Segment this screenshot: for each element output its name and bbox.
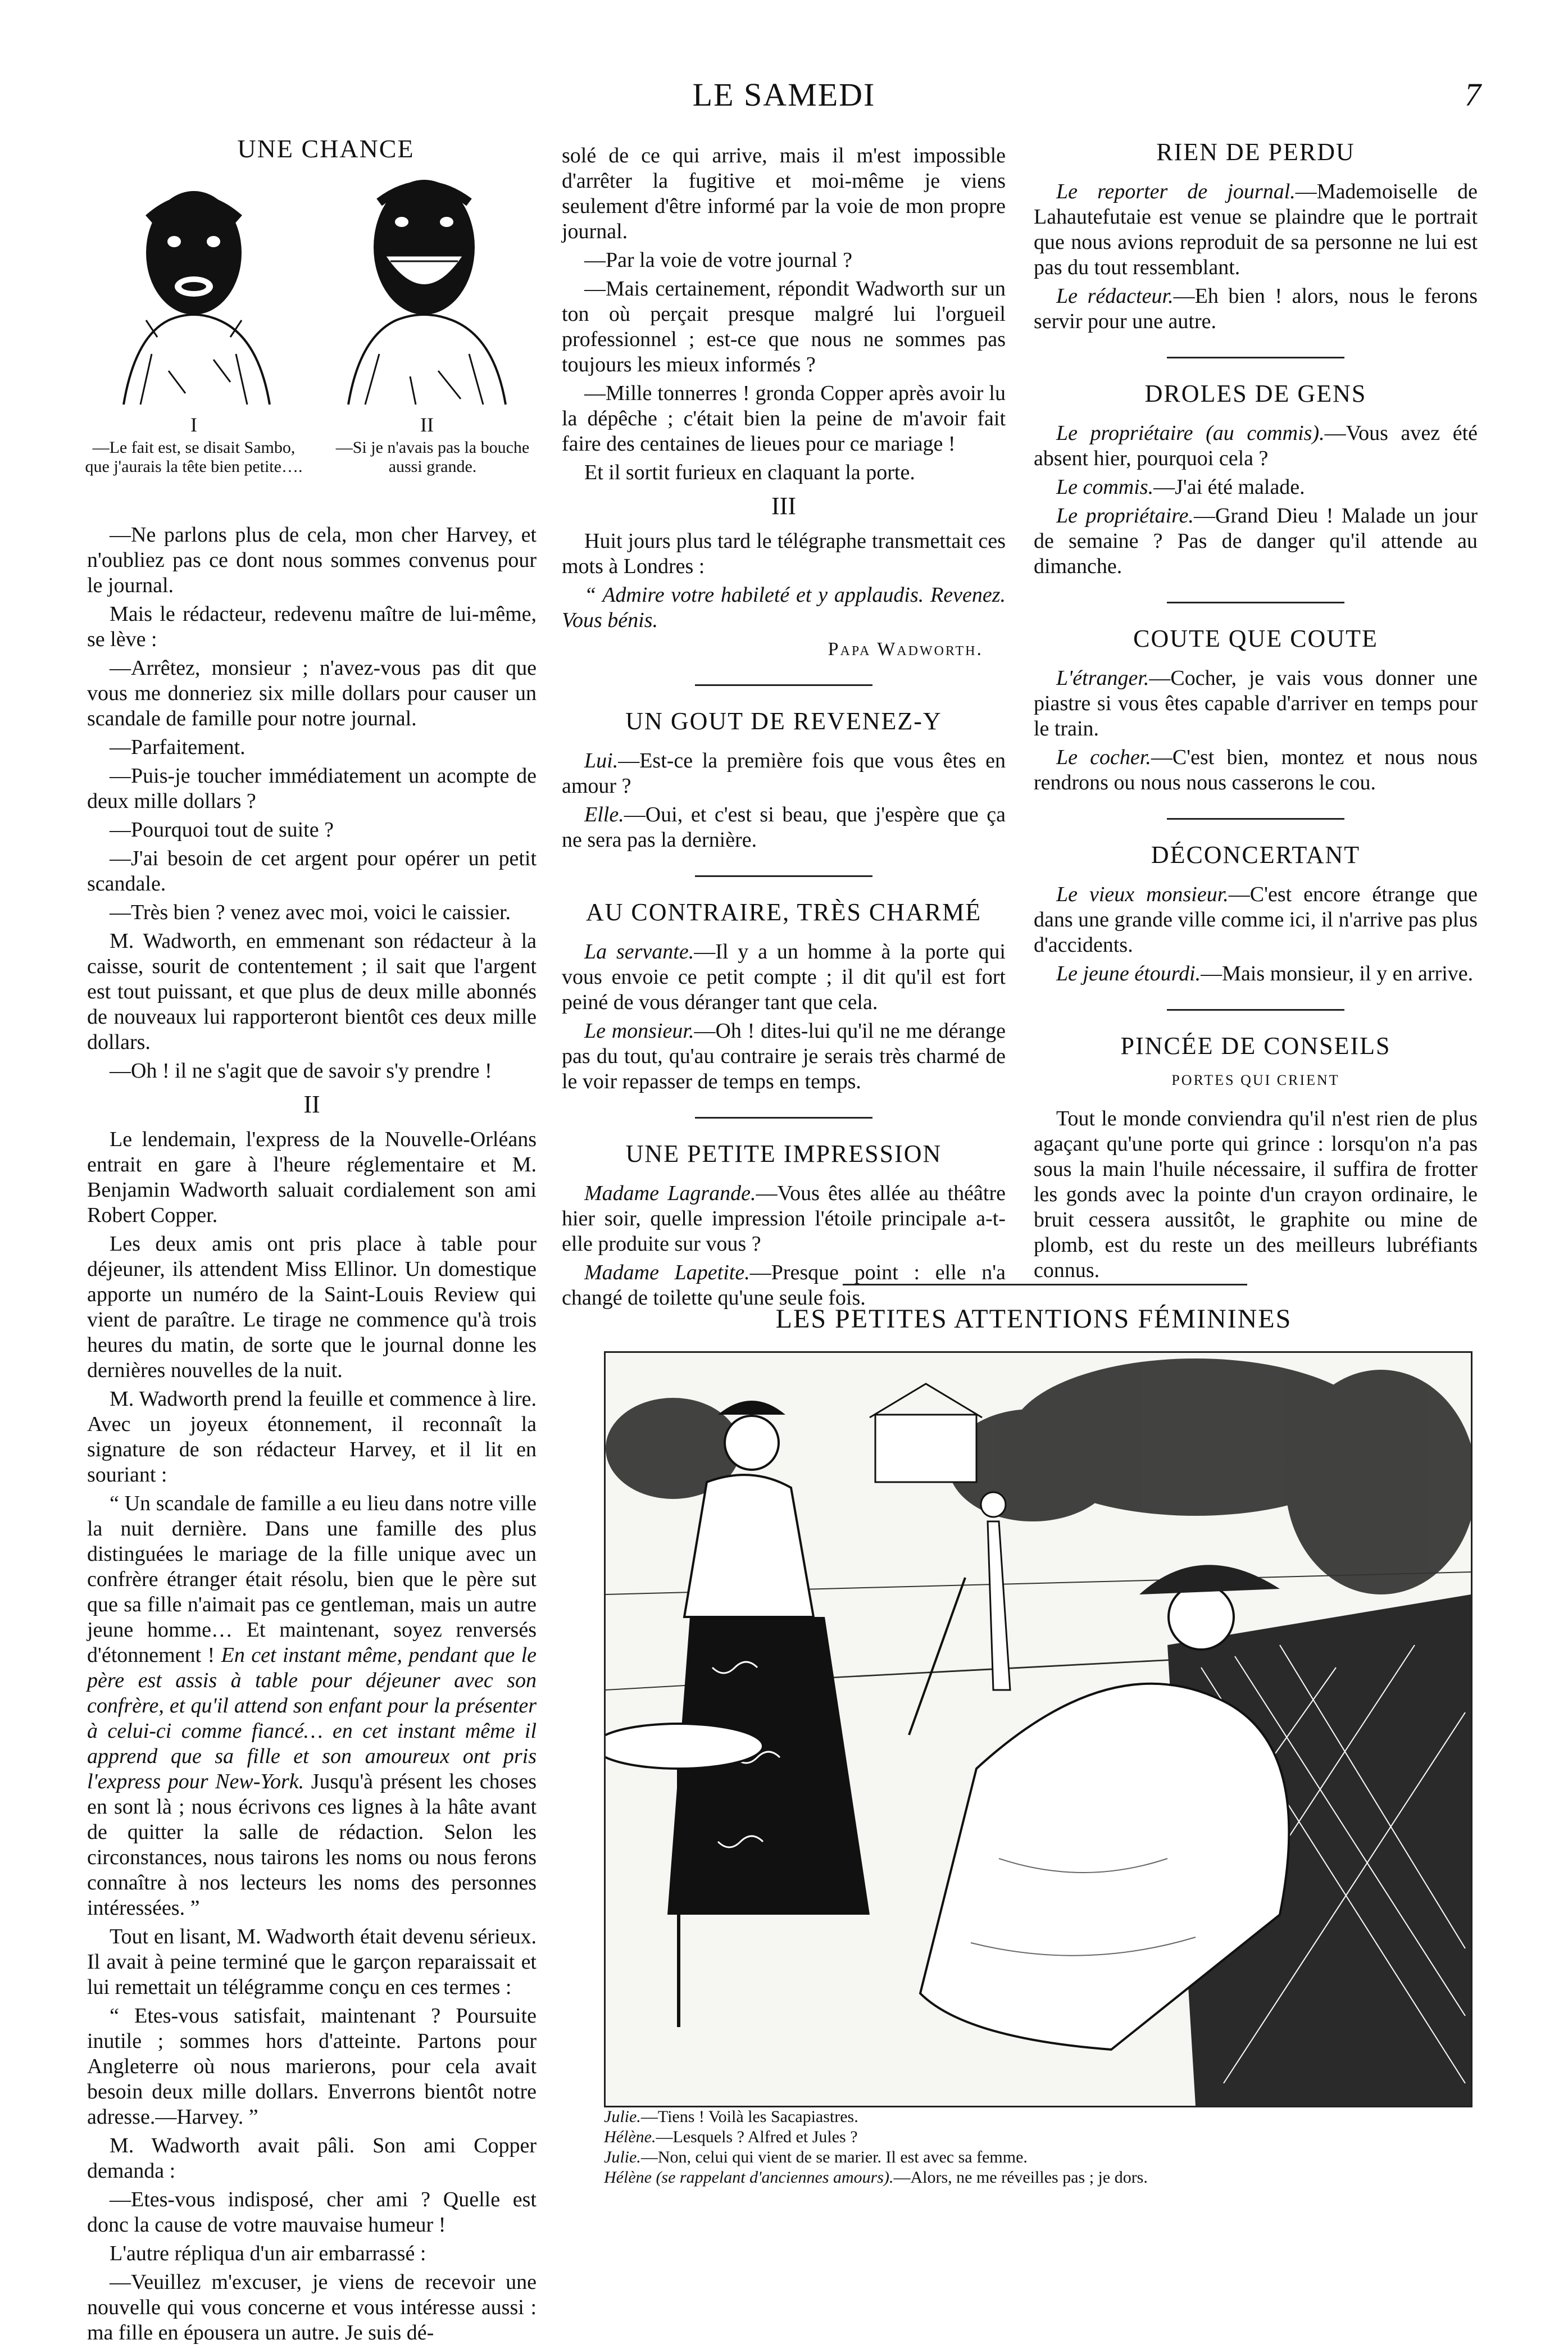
paragraph: M. Wadworth prend la feuille et commence à lire. Avec un joyeux étonnement, il reconnaît la signature de son rédacteur Harvey, et il lit en souriant : <box>87 1387 537 1487</box>
dialogue: —Oh ! dites-lui qu'il ne me dérange pas du tout, qu'au contraire je serais très charmé de le voir repasser de temps en temps. <box>562 1019 1006 1093</box>
speaker: Madame Lapetite. <box>584 1261 750 1284</box>
caption-line: Julie.—Non, celui qui vient de se marier. Il est avec sa femme. <box>604 2148 1028 2166</box>
divider <box>1167 818 1344 820</box>
divider <box>695 684 872 686</box>
dialogue: —Est-ce la première fois que vous êtes en amour ? <box>562 749 1006 798</box>
paragraph: Et il sortit furieux en claquant la porte. <box>584 461 915 484</box>
speaker: Le propriétaire (au commis). <box>1056 421 1325 445</box>
paragraph: —Mais certainement, répondit Wadworth sur un ton où perçait presque malgré lui l'orgueil professionnel ; est-ce que nous ne sommes pas toujours les mieux informés ? <box>562 277 1006 376</box>
dialogue: —Mais monsieur, il y en arrive. <box>1201 962 1474 985</box>
divider <box>695 1117 872 1119</box>
dialogue: —Mademoiselle de Lahautefutaie est venue se plaindre que le portrait que nous avions reproduit de sa personne ne lui est pas du tout ressemblant. <box>1034 180 1478 279</box>
dialogue: —Vous avez été absent hier, pourquoi cela ? <box>1034 421 1478 470</box>
caption-line: Hélène (se rappelant d'anciennes amours).—Alors, ne me réveilles pas ; je dors. <box>604 2168 1148 2187</box>
speaker: Le commis. <box>1056 475 1154 499</box>
cartoon-one-numeral: I <box>190 414 197 436</box>
dialogue: —C'est encore étrange que dans une grande ville comme ici, il n'arrive pas plus d'accidents. <box>1034 883 1478 957</box>
telegram: “ Etes-vous satisfait, maintenant ? Poursuite inutile ; sommes hors d'atteinte. Partons pour Angleterre où nous marierons, pour cela avait besoin deux mille dollars. Enverrons bientôt notre adresse.—Harvey. ” <box>87 2004 537 2129</box>
paragraph: —Pourquoi tout de suite ? <box>110 818 334 842</box>
speaker: Le reporter de journal. <box>1056 180 1296 203</box>
paragraph: Les deux amis ont pris place à table pour déjeuner, ils attendent Miss Ellinor. Un domestique apporte un numéro de la Saint-Louis Review qui vient de paraître. Le tirage ne commence qu'à trois heures du matin, de sorte que le journal donne les dernières nouvelles de la nuit. <box>87 1232 537 1382</box>
divider <box>695 875 872 877</box>
paragraph: Le lendemain, l'express de la Nouvelle-Orléans entrait en gare à l'heure réglementaire et M. Benjamin Wadworth saluait cordialement son ami Robert Copper. <box>87 1128 537 1227</box>
dialogue: —Grand Dieu ! Malade un jour de semaine ? Pas de danger qu'il attende au dimanche. <box>1034 504 1478 578</box>
divider <box>1167 602 1344 603</box>
speaker: Le jeune étourdi. <box>1056 962 1201 985</box>
paragraph: L'autre répliqua d'un air embarrassé : <box>110 2242 426 2265</box>
paragraph: Tout le monde conviendra qu'il n'est rien de plus agaçant qu'une porte qui grince : lorsqu'on n'a pas sous la main l'huile nécessaire, il suffira de frotter les gonds avec la pointe d'un crayon ordinaire, le bruit cessera aussitôt, le graphite ou mine de plomb, est du reste un des meilleurs lubréfiants connus. <box>1034 1107 1478 1282</box>
paragraph: Huit jours plus tard le télégraphe transmettait ces mots à Londres : <box>562 529 1006 578</box>
speaker: Madame Lagrande. <box>584 1182 756 1205</box>
paragraph: —Etes-vous indisposé, cher ami ? Quelle est donc la cause de votre mauvaise humeur ! <box>87 2188 537 2237</box>
dialogue: —Oui, et c'est si beau, que j'espère que ça ne sera pas la dernière. <box>562 803 1006 852</box>
speaker: Le vieux monsieur. <box>1056 883 1229 906</box>
cartoon-two-numeral: II <box>420 414 434 436</box>
paragraph: —Parfaitement. <box>110 735 246 759</box>
dialogue: —Il y a un homme à la porte qui vous envoie ce petit compte ; il dit qu'il est fort peiné de vous déranger tant que cela. <box>562 940 1006 1014</box>
dialogue: —Vous êtes allée au théâtre hier soir, quelle impression l'étoile principale a-t-elle produite sur vous ? <box>562 1182 1006 1256</box>
page-header <box>0 0 1568 135</box>
speaker: Le rédacteur. <box>1056 284 1174 308</box>
dialogue: —Presque point : elle n'a changé de toilette qu'une seule fois. <box>562 1261 1006 1310</box>
heading-droles: DROLES DE GENS <box>1144 380 1367 407</box>
column-one <box>87 522 537 2349</box>
speaker: Le propriétaire. <box>1056 504 1194 528</box>
column-two <box>562 143 1006 1314</box>
dialogue: —C'est bien, montez et nous nous rendrons ou nous nous casserons le cou. <box>1034 746 1478 794</box>
cartoon-two-caption: —Si je n'avais pas la bouche aussi grande. <box>335 438 530 476</box>
paragraph: Tout en lisant, M. Wadworth était devenu sérieux. Il avait à peine terminé que le garçon reparaissait et lui remettait un télégramme conçu en ces termes : <box>87 1925 537 1999</box>
paragraph: —Oh ! il ne s'agit que de savoir s'y prendre ! <box>110 1059 492 1083</box>
speaker: La servante. <box>584 940 694 964</box>
cartoon-sambo-two <box>331 163 517 410</box>
paragraph: —Mille tonnerres ! gronda Copper après avoir lu la dépêche ; c'était bien la peine de m'avoir fait faire des centaines de lieues pour ce mariage ! <box>562 381 1006 456</box>
dialogue: —Eh bien ! alors, nous le ferons servir pour une autre. <box>1034 284 1478 333</box>
dialogue: —J'ai été malade. <box>1153 475 1305 499</box>
heading-impression: UNE PETITE IMPRESSION <box>625 1140 942 1167</box>
column-three <box>1034 129 1478 1287</box>
speaker: Le cocher. <box>1056 746 1151 769</box>
signature: Papa Wadworth. <box>828 639 983 660</box>
speaker: Elle. <box>584 803 624 826</box>
subheading-portes: PORTES QUI CRIENT <box>1171 1072 1340 1088</box>
illustration-ladies-garden <box>604 1351 1472 2107</box>
illustration-caption <box>604 2107 1469 2188</box>
paragraph: M. Wadworth avait pâli. Son ami Copper demanda : <box>87 2134 537 2183</box>
heading-gout: UN GOUT DE REVENEZ-Y <box>625 707 942 735</box>
paragraph: solé de ce qui arrive, mais il m'est impossible d'arrêter la fugitive et moi-même je viens seulement d'être informé par la voie de mon propre journal. <box>562 144 1006 243</box>
illustration-title: LES PETITES ATTENTIONS FÉMININES <box>775 1304 1292 1334</box>
paragraph: —J'ai besoin de cet argent pour opérer un petit scandale. <box>87 847 537 896</box>
divider <box>1167 1009 1344 1011</box>
quoted-article: “ Un scandale de famille a eu lieu dans notre ville la nuit dernière. Dans une famille des plus distinguées le mariage de la fille unique avec un confrère étranger était résolu, bien que le père sut que sa fille n'aimait pas ce gentleman, mais un autre jeune homme… Et maintenant, soyez renversés d'étonnement ! En cet instant même, pendant que le père est assis à table pour déjeuner avec son confrère, et qu'il attend son enfant pour la présenter à celui-ci comme fiancé… en cet instant même il apprend que sa fille et son amoureux ont pris l'express pour New-York. Jusqu'à présent les choses en sont là ; nous écrivons ces lignes à la hâte avant de quitter la salle de rédaction. Selon les circonstances, nous tairons les noms ou nous ferons connaître à nos lecteurs les noms des personnes intéressées. ” <box>87 1492 537 1920</box>
heading-coute: COUTE QUE COUTE <box>1133 625 1378 652</box>
paragraph: —Très bien ? venez avec moi, voici le caissier. <box>110 901 511 924</box>
paragraph: Mais le rédacteur, redevenu maître de lui-même, se lève : <box>87 602 537 651</box>
paragraph: —Arrêtez, monsieur ; n'avez-vous pas dit que vous me donneriez six mille dollars pour causer un scandale de famille pour notre journal. <box>87 656 537 730</box>
speaker: Lui. <box>584 749 619 773</box>
speaker: L'étranger. <box>1056 666 1149 690</box>
cartoon-sambo-one <box>101 169 287 410</box>
caption-line: Hélène.—Lesquels ? Alfred et Jules ? <box>604 2128 858 2146</box>
page-number: 7 <box>1465 76 1481 113</box>
paragraph: —Par la voie de votre journal ? <box>584 248 852 272</box>
heading-pincee: PINCÉE DE CONSEILS <box>1120 1032 1391 1060</box>
paragraph: —Veuillez m'excuser, je viens de recevoir une nouvelle qui vous concerne et vous intéresse aussi : ma fille en épousera un autre. Je suis dé- <box>87 2270 537 2345</box>
paragraph: M. Wadworth, en emmenant son rédacteur à la caisse, sourit de contentement ; il sait que l'argent est tout puissant, et que plus de deux mille abonnés de nouveaux lui rapporteront bientôt ces deux mille dollars. <box>87 929 537 1054</box>
section-numeral-two: II <box>303 1091 320 1118</box>
newspaper-title: LE SAMEDI <box>692 76 876 113</box>
divider <box>1167 357 1344 358</box>
caption-line: Julie.—Tiens ! Voilà les Sacapiastres. <box>604 2107 858 2126</box>
paragraph: —Puis-je toucher immédiatement un acompte de deux mille dollars ? <box>87 764 537 813</box>
illustration-top-rule <box>843 1284 1247 1285</box>
dialogue: —Cocher, je vais vous donner une piastre si vous êtes capable d'arriver en temps pour le train. <box>1034 666 1478 740</box>
paragraph: —Ne parlons plus de cela, mon cher Harvey, et n'oubliez pas ce dont nous sommes convenus pour le journal. <box>87 523 537 597</box>
une-chance-heading: UNE CHANCE <box>237 134 415 163</box>
heading-deconcertant: DÉCONCERTANT <box>1151 841 1361 869</box>
telegram: “ Admire votre habileté et y applaudis. Revenez. Vous bénis. <box>562 583 1006 632</box>
cartoon-one-caption: —Le fait est, se disait Sambo, que j'aurais la tête bien petite…. <box>85 438 303 476</box>
heading-contraire: AU CONTRAIRE, TRÈS CHARMÉ <box>585 898 982 926</box>
speaker: Le monsieur. <box>584 1019 694 1043</box>
heading-rien: RIEN DE PERDU <box>1156 138 1355 166</box>
section-numeral-three: III <box>771 492 796 520</box>
